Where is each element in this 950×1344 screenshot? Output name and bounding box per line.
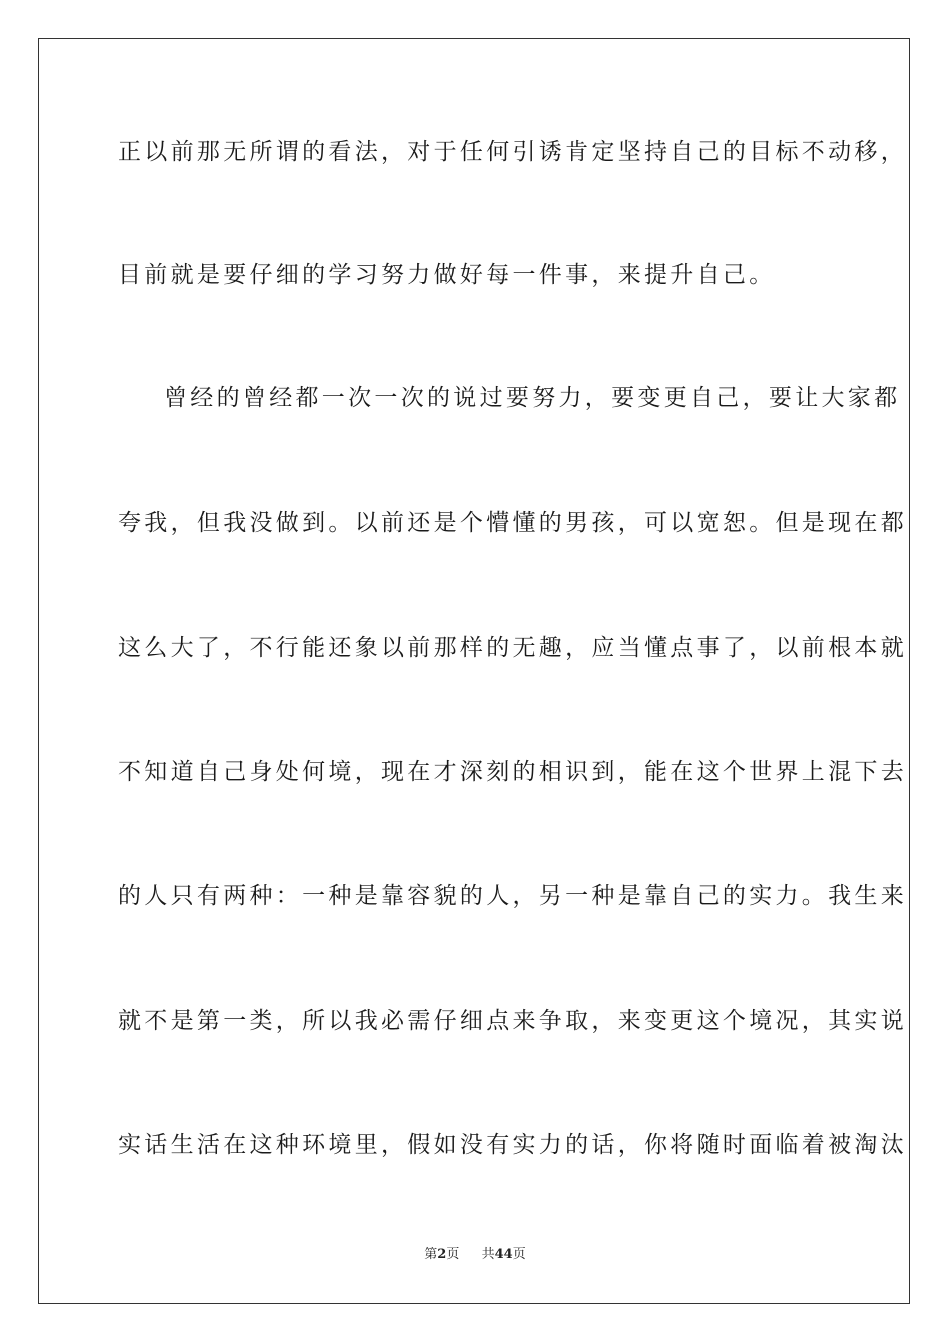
text-line-6: 不知道自己身处何境，现在才深刻的相识到，能在这个世界上混下去 (118, 759, 907, 785)
text-line-8: 就不是第一类，所以我必需仔细点来争取，来变更这个境况，其实说 (118, 1008, 907, 1034)
total-prefix: 共 (481, 1247, 495, 1262)
total-suffix: 页 (512, 1247, 526, 1262)
total-pages-indicator (482, 1246, 526, 1264)
text-line-5: 这么大了，不行能还象以前那样的无趣，应当懂点事了，以前根本就 (118, 635, 907, 661)
page-border (38, 38, 910, 1304)
page-number: 2 (437, 1247, 447, 1262)
total-pages: 44 (494, 1247, 513, 1262)
page-indicator (424, 1246, 459, 1264)
page-suffix: 页 (446, 1247, 460, 1262)
text-line-7: 的人只有两种：一种是靠容貌的人，另一种是靠自己的实力。我生来 (118, 883, 907, 909)
page-footer (0, 1246, 950, 1264)
page-prefix: 第 (424, 1247, 438, 1262)
text-line-1: 正以前那无所谓的看法，对于任何引诱肯定坚持自己的目标不动移， (118, 139, 907, 165)
text-line-2: 目前就是要仔细的学习努力做好每一件事，来提升自己。 (118, 262, 776, 288)
text-line-9: 实话生活在这种环境里，假如没有实力的话，你将随时面临着被淘汰 (118, 1132, 907, 1158)
text-line-4: 夸我，但我没做到。以前还是个懵懂的男孩，可以宽恕。但是现在都 (118, 510, 907, 536)
paragraph-start-line: 曾经的曾经都一次一次的说过要努力，要变更自己，要让大家都 (164, 385, 901, 411)
